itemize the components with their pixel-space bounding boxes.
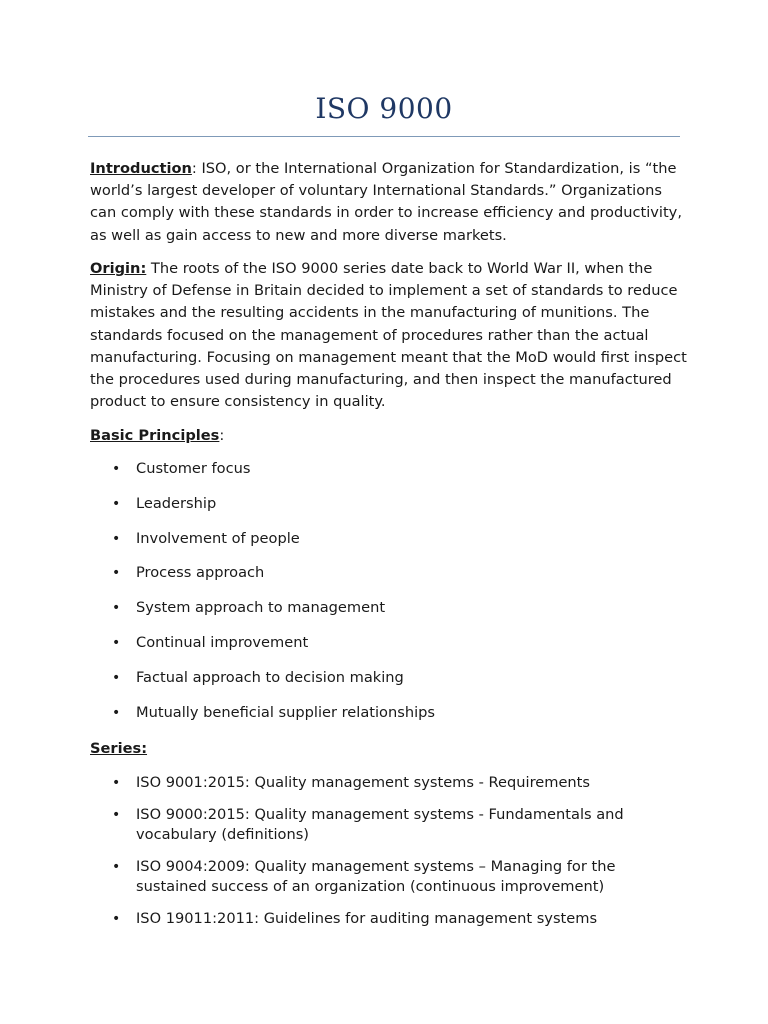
basic-principles-colon: :	[219, 427, 225, 444]
bullet-icon: •	[112, 495, 121, 512]
list-item-text: ISO 9004:2009: Quality management systems – Managing for the sustained success of an organization (continuous improvement)	[136, 858, 616, 895]
list-item	[90, 633, 690, 668]
list-item-text: ISO 9001:2015: Quality management systems - Requirements	[136, 774, 590, 791]
list-item-text: ISO 9000:2015: Quality management systems - Fundamentals and vocabulary (definitions)	[136, 806, 624, 843]
list-item-text: Mutually beneficial supplier relationships	[136, 703, 436, 721]
list-item	[90, 459, 690, 494]
list-item	[90, 773, 690, 793]
list-item	[90, 857, 690, 897]
introduction-label: Introduction	[90, 160, 192, 177]
bullet-icon: •	[112, 775, 121, 791]
list-item	[90, 909, 690, 929]
bullet-icon: •	[112, 807, 121, 823]
title-divider	[88, 136, 680, 137]
list-item-text: ISO 19011:2011: Guidelines for auditing management systems	[136, 910, 598, 927]
bullet-icon: •	[112, 704, 121, 721]
bullet-icon: •	[112, 600, 121, 617]
list-item	[90, 598, 690, 633]
origin-label: Origin:	[90, 260, 147, 277]
basic-principles-label: Basic Principles	[90, 427, 220, 444]
origin-text: The roots of the ISO 9000 series date back to World War II, when the Ministry of Defense in Britain decided to implement a set of standards to reduce mistakes and the resulting accidents in the manufacturing of munitions. The standards focused on the management of procedures rather than the actual manufacturing. Focusing on management meant that the MoD would first inspect the procedures used during manufacturing, and then inspect the manufactured product to ensure consistency in quality.	[90, 260, 687, 411]
series-label: Series:	[90, 740, 148, 757]
list-item-text: Customer focus	[136, 460, 251, 477]
introduction-paragraph	[90, 158, 690, 247]
list-item-text: Involvement of people	[136, 529, 300, 547]
series-list	[90, 773, 690, 941]
bullet-icon: •	[112, 530, 121, 547]
bullet-icon: •	[112, 634, 121, 651]
origin-paragraph	[90, 258, 690, 413]
list-item	[90, 805, 690, 845]
list-item-text: Leadership	[136, 494, 217, 512]
list-item-text: Process approach	[136, 564, 265, 582]
document-title: ISO 9000	[315, 92, 453, 125]
list-item-text: Factual approach to decision making	[136, 668, 404, 686]
bullet-icon: •	[112, 911, 121, 927]
list-item	[90, 703, 690, 738]
list-item	[90, 563, 690, 598]
series-heading	[90, 738, 147, 760]
basic-principles-heading	[90, 425, 224, 447]
list-item-text: System approach to management	[136, 599, 386, 617]
principles-list	[90, 459, 690, 737]
list-item	[90, 529, 690, 564]
bullet-icon: •	[112, 565, 121, 582]
bullet-icon: •	[112, 669, 121, 686]
list-item	[90, 494, 690, 529]
list-item	[90, 668, 690, 703]
bullet-icon: •	[112, 461, 121, 477]
list-item-text: Continual improvement	[136, 633, 309, 651]
bullet-icon: •	[112, 859, 121, 875]
introduction-text: : ISO, or the International Organization for Standardization, is “the world’s largest developer of voluntary International Standards.” Organizations can comply with these standards in order to increase efficiency and productivity, as well as gain access to new and more diverse markets.	[90, 160, 682, 244]
